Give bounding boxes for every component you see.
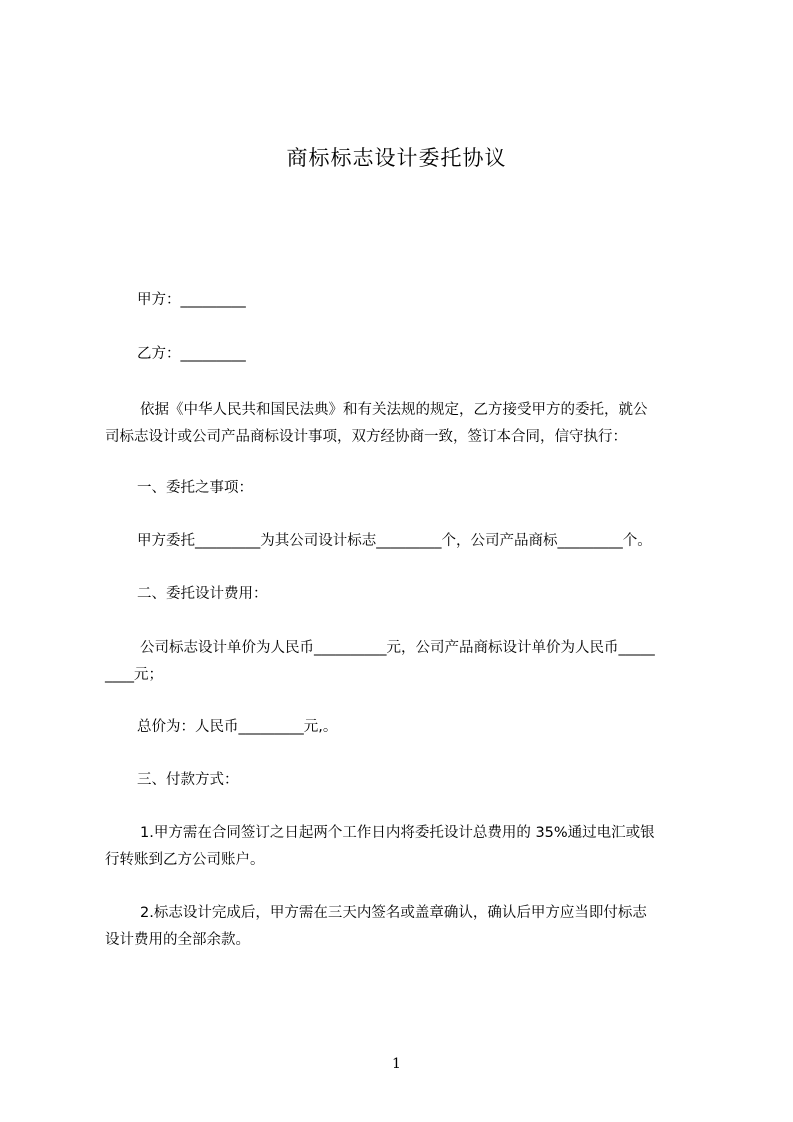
section-2-line-1: 公司标志设计单价为人民币__________元，公司产品商标设计单价为人民币_____	[140, 640, 655, 656]
section-3-heading: 三、付款方式：	[137, 772, 239, 788]
document-title: 商标标志设计委托协议	[286, 146, 507, 170]
preamble-line-1: 依据《中华人民共和国民法典》和有关法规的规定，乙方接受甲方的委托，就公	[140, 402, 648, 418]
section-3-item-1-line-2: 行转账到乙方公司账户。	[105, 852, 265, 868]
section-1-heading: 一、委托之事项：	[137, 480, 253, 496]
section-2-total: 总价为：人民币_________元,。	[137, 719, 338, 735]
section-1-body: 甲方委托_________为其公司设计标志_________个，公司产品商标_________个。	[137, 533, 652, 549]
section-2-line-2: ____元；	[105, 667, 163, 683]
party-b-line: 乙方：_________	[137, 346, 246, 362]
section-2-heading: 二、委托设计费用：	[137, 586, 268, 602]
preamble-line-2: 司标志设计或公司产品商标设计事项，双方经协商一致，签订本合同，信守执行：	[105, 429, 627, 445]
page-number: 1	[392, 1056, 401, 1072]
section-3-item-2-line-2: 设计费用的全部余款。	[105, 932, 250, 948]
section-3-item-2-line-1: 2.标志设计完成后，甲方需在三天内签名或盖章确认，确认后甲方应当即付标志	[140, 905, 647, 921]
party-a-line: 甲方：_________	[137, 292, 246, 308]
section-3-item-1-line-1: 1.甲方需在合同签订之日起两个工作日内将委托设计总费用的 35%通过电汇或银	[140, 825, 655, 841]
